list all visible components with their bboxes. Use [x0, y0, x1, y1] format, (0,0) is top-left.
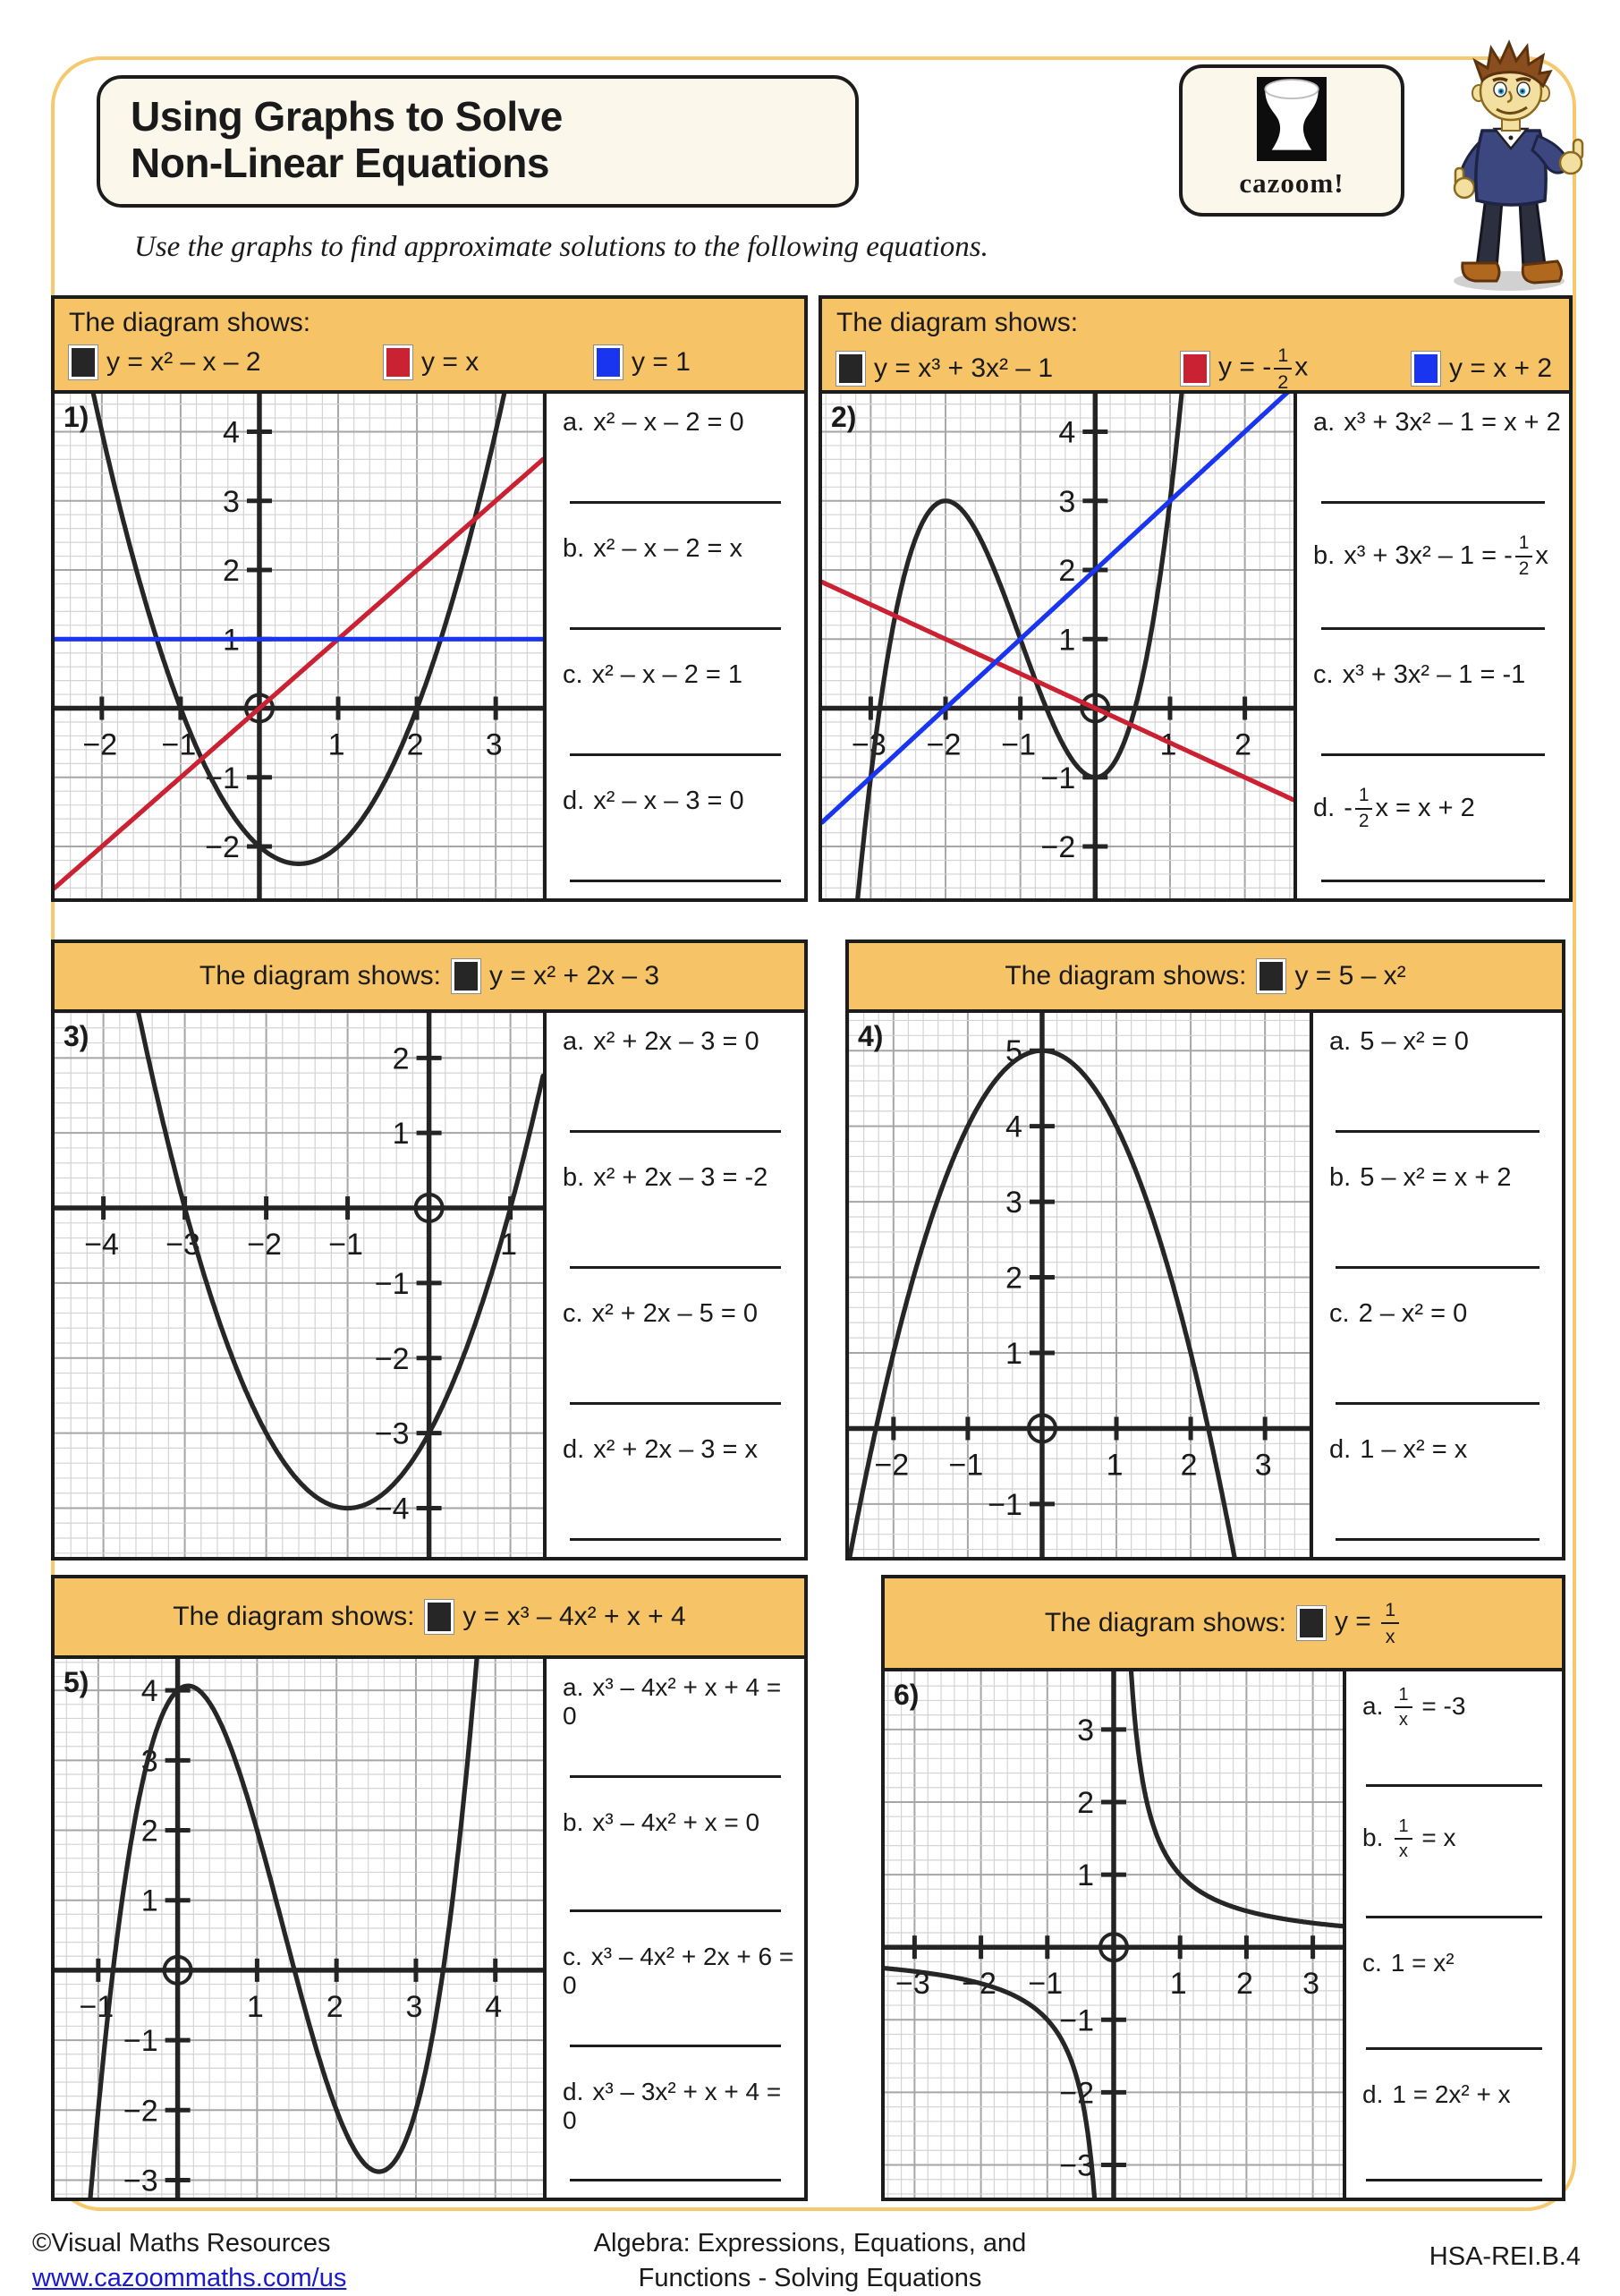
question-label: b.: [563, 534, 585, 563]
panel-3-header: [55, 943, 804, 1013]
svg-text:3: 3: [485, 727, 503, 762]
question-d: [1297, 772, 1569, 898]
drum-icon: [1257, 77, 1327, 161]
legend-label: y = x² + 2x – 3: [489, 961, 660, 991]
svg-text:−4: −4: [84, 1228, 119, 1263]
graph-number: 2): [831, 401, 857, 433]
question-label: a.: [563, 1027, 585, 1056]
legend-item: [425, 1600, 685, 1634]
graph-number: 3): [64, 1020, 89, 1052]
question-label: c.: [1362, 1949, 1382, 1977]
answer-line: [570, 1909, 781, 1912]
svg-text:1: 1: [246, 1989, 264, 2024]
svg-text:1: 1: [1005, 1337, 1022, 1371]
problem-panel-6: [881, 1575, 1565, 2201]
graph-area-6: [885, 1671, 1343, 2198]
panel-2-legend: [836, 345, 1569, 391]
question-equation: x² – x – 3 = 0: [593, 787, 744, 815]
question-equation: x² + 2x – 3 = -2: [593, 1163, 768, 1192]
cazoom-link[interactable]: www.cazoommaths.com/us: [32, 2264, 347, 2293]
svg-text:−3: −3: [851, 727, 886, 762]
question-d: [547, 772, 804, 898]
question-label: b.: [563, 1163, 585, 1192]
page-title-line1: Using Graphs to Solve: [131, 93, 563, 140]
questions-column-2: [1293, 394, 1569, 898]
question-equation: $\frac{1}{x}$ = x: [1392, 1824, 1455, 1851]
question-equation: x³ – 4x² + 2x + 6 = 0: [563, 1943, 794, 1999]
answer-line: [570, 2045, 781, 2047]
footer-subject-line1: Algebra: Expressions, Equations, and: [593, 2229, 1027, 2258]
question-d: [547, 2063, 804, 2198]
standard-code: HSA-REI.B.4: [1429, 2242, 1581, 2271]
questions-column-1: [543, 394, 804, 898]
page-title-line2: Non-Linear Equations: [131, 140, 549, 187]
problem-panel-3: [51, 940, 808, 1560]
question-c: [547, 1928, 804, 2063]
question-d: [1313, 1421, 1562, 1557]
svg-text:3: 3: [405, 1989, 423, 2024]
question-label: b.: [563, 1807, 584, 1836]
graph-number: 5): [64, 1666, 89, 1698]
svg-text:−3: −3: [895, 1967, 930, 2002]
legend-item: [594, 345, 691, 379]
problem-panel-5: [51, 1575, 808, 2201]
question-label: c.: [1329, 1299, 1350, 1328]
svg-text:−3: −3: [1059, 2148, 1094, 2183]
panel-1-header: [55, 299, 804, 394]
panel-4-header: [849, 943, 1562, 1013]
svg-text:1: 1: [1159, 727, 1177, 762]
question-label: a.: [1362, 1691, 1384, 1720]
black-curve-swatch: [452, 959, 480, 993]
mascot-boy-illustration: [1409, 38, 1615, 302]
answer-line: [1321, 753, 1544, 756]
svg-text:2: 2: [1077, 1785, 1094, 1820]
answer-line: [570, 880, 781, 882]
svg-text:3: 3: [140, 1744, 158, 1779]
answer-line: [570, 501, 781, 504]
black-curve-swatch: [425, 1600, 454, 1634]
svg-text:−3: −3: [165, 1228, 200, 1263]
question-c: [1346, 1935, 1562, 2066]
question-label: d.: [1313, 793, 1336, 822]
legend-item: [1257, 959, 1405, 993]
svg-text:−1: −1: [1040, 761, 1076, 795]
black-curve-swatch: [1297, 1606, 1326, 1640]
question-label: c.: [563, 1299, 583, 1328]
svg-text:2: 2: [406, 727, 424, 762]
question-label: b.: [1362, 1823, 1384, 1851]
svg-text:−1: −1: [205, 761, 240, 795]
question-b: [547, 520, 804, 646]
legend-label: y = x + 2: [1449, 353, 1553, 383]
copyright-text: ©Visual Maths Resources: [32, 2229, 331, 2258]
black-curve-swatch: [836, 352, 865, 386]
legend-label: y = x³ + 3x² – 1: [874, 353, 1054, 383]
svg-text:2: 2: [1005, 1261, 1022, 1296]
svg-text:−2: −2: [247, 1228, 282, 1263]
panel-2-header: [822, 299, 1569, 394]
question-b: [1297, 520, 1569, 646]
question-equation: x³ + 3x² – 1 = - $\frac{1}{2}$ x: [1344, 532, 1548, 579]
question-equation: - $\frac{1}{2}$ x = x + 2: [1344, 785, 1475, 831]
answer-line: [1366, 1916, 1543, 1918]
graph-area-2: [822, 394, 1293, 898]
question-equation: 1 = 2x² + x: [1392, 2080, 1511, 2108]
question-c: [547, 646, 804, 772]
questions-column-4: [1310, 1013, 1562, 1557]
svg-text:3: 3: [1302, 1967, 1320, 2002]
graph-plot-3: [55, 1013, 543, 1557]
answer-line: [570, 753, 781, 756]
svg-text:1: 1: [1077, 1858, 1094, 1893]
answer-line: [570, 1538, 781, 1541]
svg-text:−2: −2: [123, 2094, 158, 2129]
question-equation: x² – x – 2 = 1: [591, 660, 743, 689]
question-equation: 2 – x² = 0: [1358, 1299, 1468, 1328]
svg-text:−2: −2: [874, 1448, 910, 1483]
svg-text:1: 1: [500, 1228, 518, 1263]
svg-text:3: 3: [1077, 1713, 1094, 1748]
svg-text:−2: −2: [926, 727, 962, 762]
svg-text:4: 4: [223, 415, 240, 450]
question-label: a.: [1313, 408, 1336, 437]
question-equation: x³ + 3x² – 1 = x + 2: [1344, 408, 1561, 437]
svg-text:−1: −1: [161, 727, 197, 762]
diagram-shows-label: The diagram shows:: [836, 308, 1079, 337]
legend-label: y = x: [421, 347, 479, 377]
questions-column-3: [543, 1013, 804, 1557]
question-a: [1346, 1671, 1562, 1803]
svg-text:5: 5: [1005, 1034, 1022, 1069]
svg-text:3: 3: [223, 484, 240, 519]
footer-left: [32, 2226, 346, 2296]
diagram-shows-label: The diagram shows:: [199, 961, 442, 991]
questions-column-6: [1343, 1671, 1562, 2198]
question-label: d.: [1329, 1435, 1352, 1464]
svg-text:−3: −3: [123, 2164, 158, 2198]
answer-line: [1366, 2047, 1543, 2050]
svg-text:2: 2: [140, 1814, 158, 1849]
legend-item: [452, 959, 659, 993]
question-equation: 5 – x² = x + 2: [1360, 1163, 1512, 1192]
graph-plot-4: [849, 1013, 1310, 1557]
question-equation: 5 – x² = 0: [1360, 1027, 1469, 1056]
question-b: [547, 1149, 804, 1285]
black-curve-swatch: [1257, 959, 1285, 993]
svg-text:2: 2: [392, 1042, 410, 1076]
svg-text:−2: −2: [374, 1341, 410, 1376]
question-b: [547, 1794, 804, 1929]
graph-number: 1): [64, 401, 89, 433]
svg-text:3: 3: [1005, 1186, 1022, 1220]
question-label: b.: [1329, 1163, 1352, 1192]
diagram-shows-label: The diagram shows:: [1044, 1608, 1286, 1637]
svg-text:1: 1: [140, 1884, 158, 1918]
svg-text:2: 2: [1235, 1967, 1253, 2002]
question-label: d.: [1362, 2080, 1384, 2108]
answer-line: [1321, 501, 1544, 504]
svg-text:3: 3: [1254, 1448, 1272, 1483]
question-label: c.: [563, 660, 583, 689]
svg-text:2: 2: [223, 554, 240, 589]
svg-text:−2: −2: [82, 727, 118, 762]
answer-line: [1366, 2179, 1543, 2181]
svg-text:−2: −2: [205, 830, 240, 865]
question-a: [1297, 394, 1569, 520]
svg-text:−1: −1: [374, 1266, 410, 1301]
graph-area-5: [55, 1659, 543, 2198]
graph-number: 4): [858, 1020, 884, 1052]
diagram-shows-label: The diagram shows:: [69, 308, 311, 337]
footer-subject-line2: Functions - Solving Equations: [638, 2264, 982, 2293]
question-equation: x³ + 3x² – 1 = -1: [1342, 660, 1526, 689]
question-c: [1313, 1285, 1562, 1421]
footer-center: [479, 2226, 1141, 2296]
instruction-text: Use the graphs to find approximate solutions to the following equations.: [134, 231, 988, 263]
question-equation: x² + 2x – 3 = x: [593, 1435, 758, 1464]
problem-panel-4: [845, 940, 1565, 1560]
svg-text:3: 3: [1058, 484, 1076, 519]
problem-panel-2: [818, 295, 1573, 902]
question-equation: x² + 2x – 3 = 0: [593, 1027, 759, 1056]
legend-label: y = x³ – 4x² + x + 4: [462, 1602, 686, 1631]
svg-text:1: 1: [392, 1117, 410, 1152]
graph-area-1: [55, 394, 543, 898]
question-equation: 1 = x²: [1390, 1949, 1455, 1977]
question-label: a.: [563, 1673, 584, 1701]
panel-1-legend: [69, 345, 804, 379]
question-equation: x³ – 4x² + x = 0: [592, 1807, 760, 1836]
question-d: [1346, 2066, 1562, 2198]
cazoom-wordmark: cazoom!: [1239, 167, 1344, 199]
question-label: a.: [563, 408, 585, 437]
legend-label: y = $\frac{1}{x}$: [1335, 1600, 1402, 1645]
diagram-shows-label: The diagram shows:: [173, 1602, 415, 1631]
svg-text:−1: −1: [328, 1228, 363, 1263]
question-label: c.: [1313, 660, 1334, 689]
answer-line: [1336, 1538, 1539, 1541]
question-a: [547, 1659, 804, 1794]
question-label: b.: [1313, 540, 1336, 570]
graph-plot-5: [55, 1659, 543, 2198]
answer-line: [1336, 1402, 1539, 1405]
svg-text:2: 2: [326, 1989, 344, 2024]
question-a: [1313, 1013, 1562, 1149]
legend-label: y = x² – x – 2: [106, 347, 261, 377]
svg-text:−1: −1: [123, 2024, 158, 2059]
question-label: d.: [563, 787, 585, 815]
question-label: d.: [563, 2077, 584, 2105]
svg-text:−4: −4: [374, 1492, 410, 1526]
question-equation: 1 – x² = x: [1360, 1435, 1468, 1464]
question-equation: x² – x – 2 = 0: [593, 408, 744, 437]
legend-item: [836, 352, 1181, 386]
blue-curve-swatch: [1412, 352, 1440, 386]
question-a: [547, 394, 804, 520]
legend-label: y = - $\frac{1}{2}$ x: [1218, 344, 1309, 393]
question-b: [1346, 1803, 1562, 1935]
question-equation: $\frac{1}{x}$ = -3: [1392, 1692, 1465, 1720]
svg-text:−1: −1: [79, 1989, 115, 2024]
svg-text:−2: −2: [1059, 2076, 1094, 2111]
question-a: [547, 1013, 804, 1149]
graph-area-3: [55, 1013, 543, 1557]
svg-text:4: 4: [1005, 1110, 1022, 1144]
black-curve-swatch: [69, 345, 98, 379]
question-equation: x³ – 3x² + x + 4 = 0: [563, 2077, 782, 2134]
svg-text:4: 4: [485, 1989, 503, 2024]
panel-5-header: [55, 1578, 804, 1659]
questions-column-5: [543, 1659, 804, 2198]
answer-line: [570, 1130, 781, 1133]
svg-text:−1: −1: [1059, 2003, 1094, 2038]
answer-line: [570, 1266, 781, 1269]
answer-line: [1366, 1784, 1543, 1787]
svg-text:1: 1: [1106, 1448, 1124, 1483]
legend-item: [384, 345, 594, 379]
graph-area-4: [849, 1013, 1310, 1557]
answer-line: [570, 2179, 781, 2181]
cazoom-logo: [1179, 64, 1404, 217]
svg-text:−1: −1: [1028, 1967, 1064, 2002]
answer-line: [1336, 1130, 1539, 1133]
legend-item: [69, 345, 384, 379]
graph-plot-6: [885, 1671, 1343, 2198]
question-label: d.: [563, 1435, 585, 1464]
answer-line: [570, 1775, 781, 1778]
legend-label: y = 5 – x²: [1294, 961, 1406, 991]
svg-text:−2: −2: [962, 1967, 997, 2002]
svg-text:1: 1: [1058, 623, 1076, 658]
red-curve-swatch: [384, 345, 412, 379]
diagram-shows-label: The diagram shows:: [1005, 961, 1247, 991]
svg-text:−1: −1: [1001, 727, 1037, 762]
problem-panel-1: [51, 295, 808, 902]
question-c: [1297, 646, 1569, 772]
panel-6-header: [885, 1578, 1562, 1671]
question-c: [547, 1285, 804, 1421]
svg-text:1: 1: [1169, 1967, 1187, 2002]
question-label: c.: [563, 1943, 582, 1970]
answer-line: [570, 627, 781, 630]
title-box: [97, 75, 859, 208]
answer-line: [1321, 880, 1544, 882]
svg-text:−2: −2: [1040, 830, 1076, 865]
legend-label: y = 1: [632, 347, 691, 377]
question-label: a.: [1329, 1027, 1352, 1056]
question-equation: x² – x – 2 = x: [593, 534, 743, 563]
svg-text:2: 2: [1058, 554, 1076, 589]
answer-line: [1336, 1266, 1539, 1269]
svg-text:−1: −1: [948, 1448, 984, 1483]
svg-text:−1: −1: [988, 1487, 1022, 1522]
graph-plot-2: [822, 394, 1293, 898]
svg-text:−3: −3: [374, 1416, 410, 1451]
blue-curve-swatch: [594, 345, 623, 379]
graph-plot-1: [55, 394, 543, 898]
svg-text:2: 2: [1234, 727, 1252, 762]
svg-text:2: 2: [1180, 1448, 1198, 1483]
question-equation: x³ – 4x² + x + 4 = 0: [563, 1673, 782, 1730]
question-b: [1313, 1149, 1562, 1285]
svg-text:1: 1: [327, 727, 345, 762]
legend-item: [1412, 352, 1552, 386]
svg-text:1: 1: [223, 623, 240, 658]
graph-number: 6): [894, 1679, 920, 1711]
question-equation: x² + 2x – 5 = 0: [591, 1299, 758, 1328]
legend-item: [1297, 1600, 1402, 1645]
question-d: [547, 1421, 804, 1557]
answer-line: [570, 1402, 781, 1405]
red-curve-swatch: [1181, 352, 1209, 386]
svg-text:4: 4: [140, 1674, 158, 1709]
answer-line: [1321, 627, 1544, 630]
svg-text:4: 4: [1058, 415, 1076, 450]
legend-item: [1181, 345, 1412, 391]
